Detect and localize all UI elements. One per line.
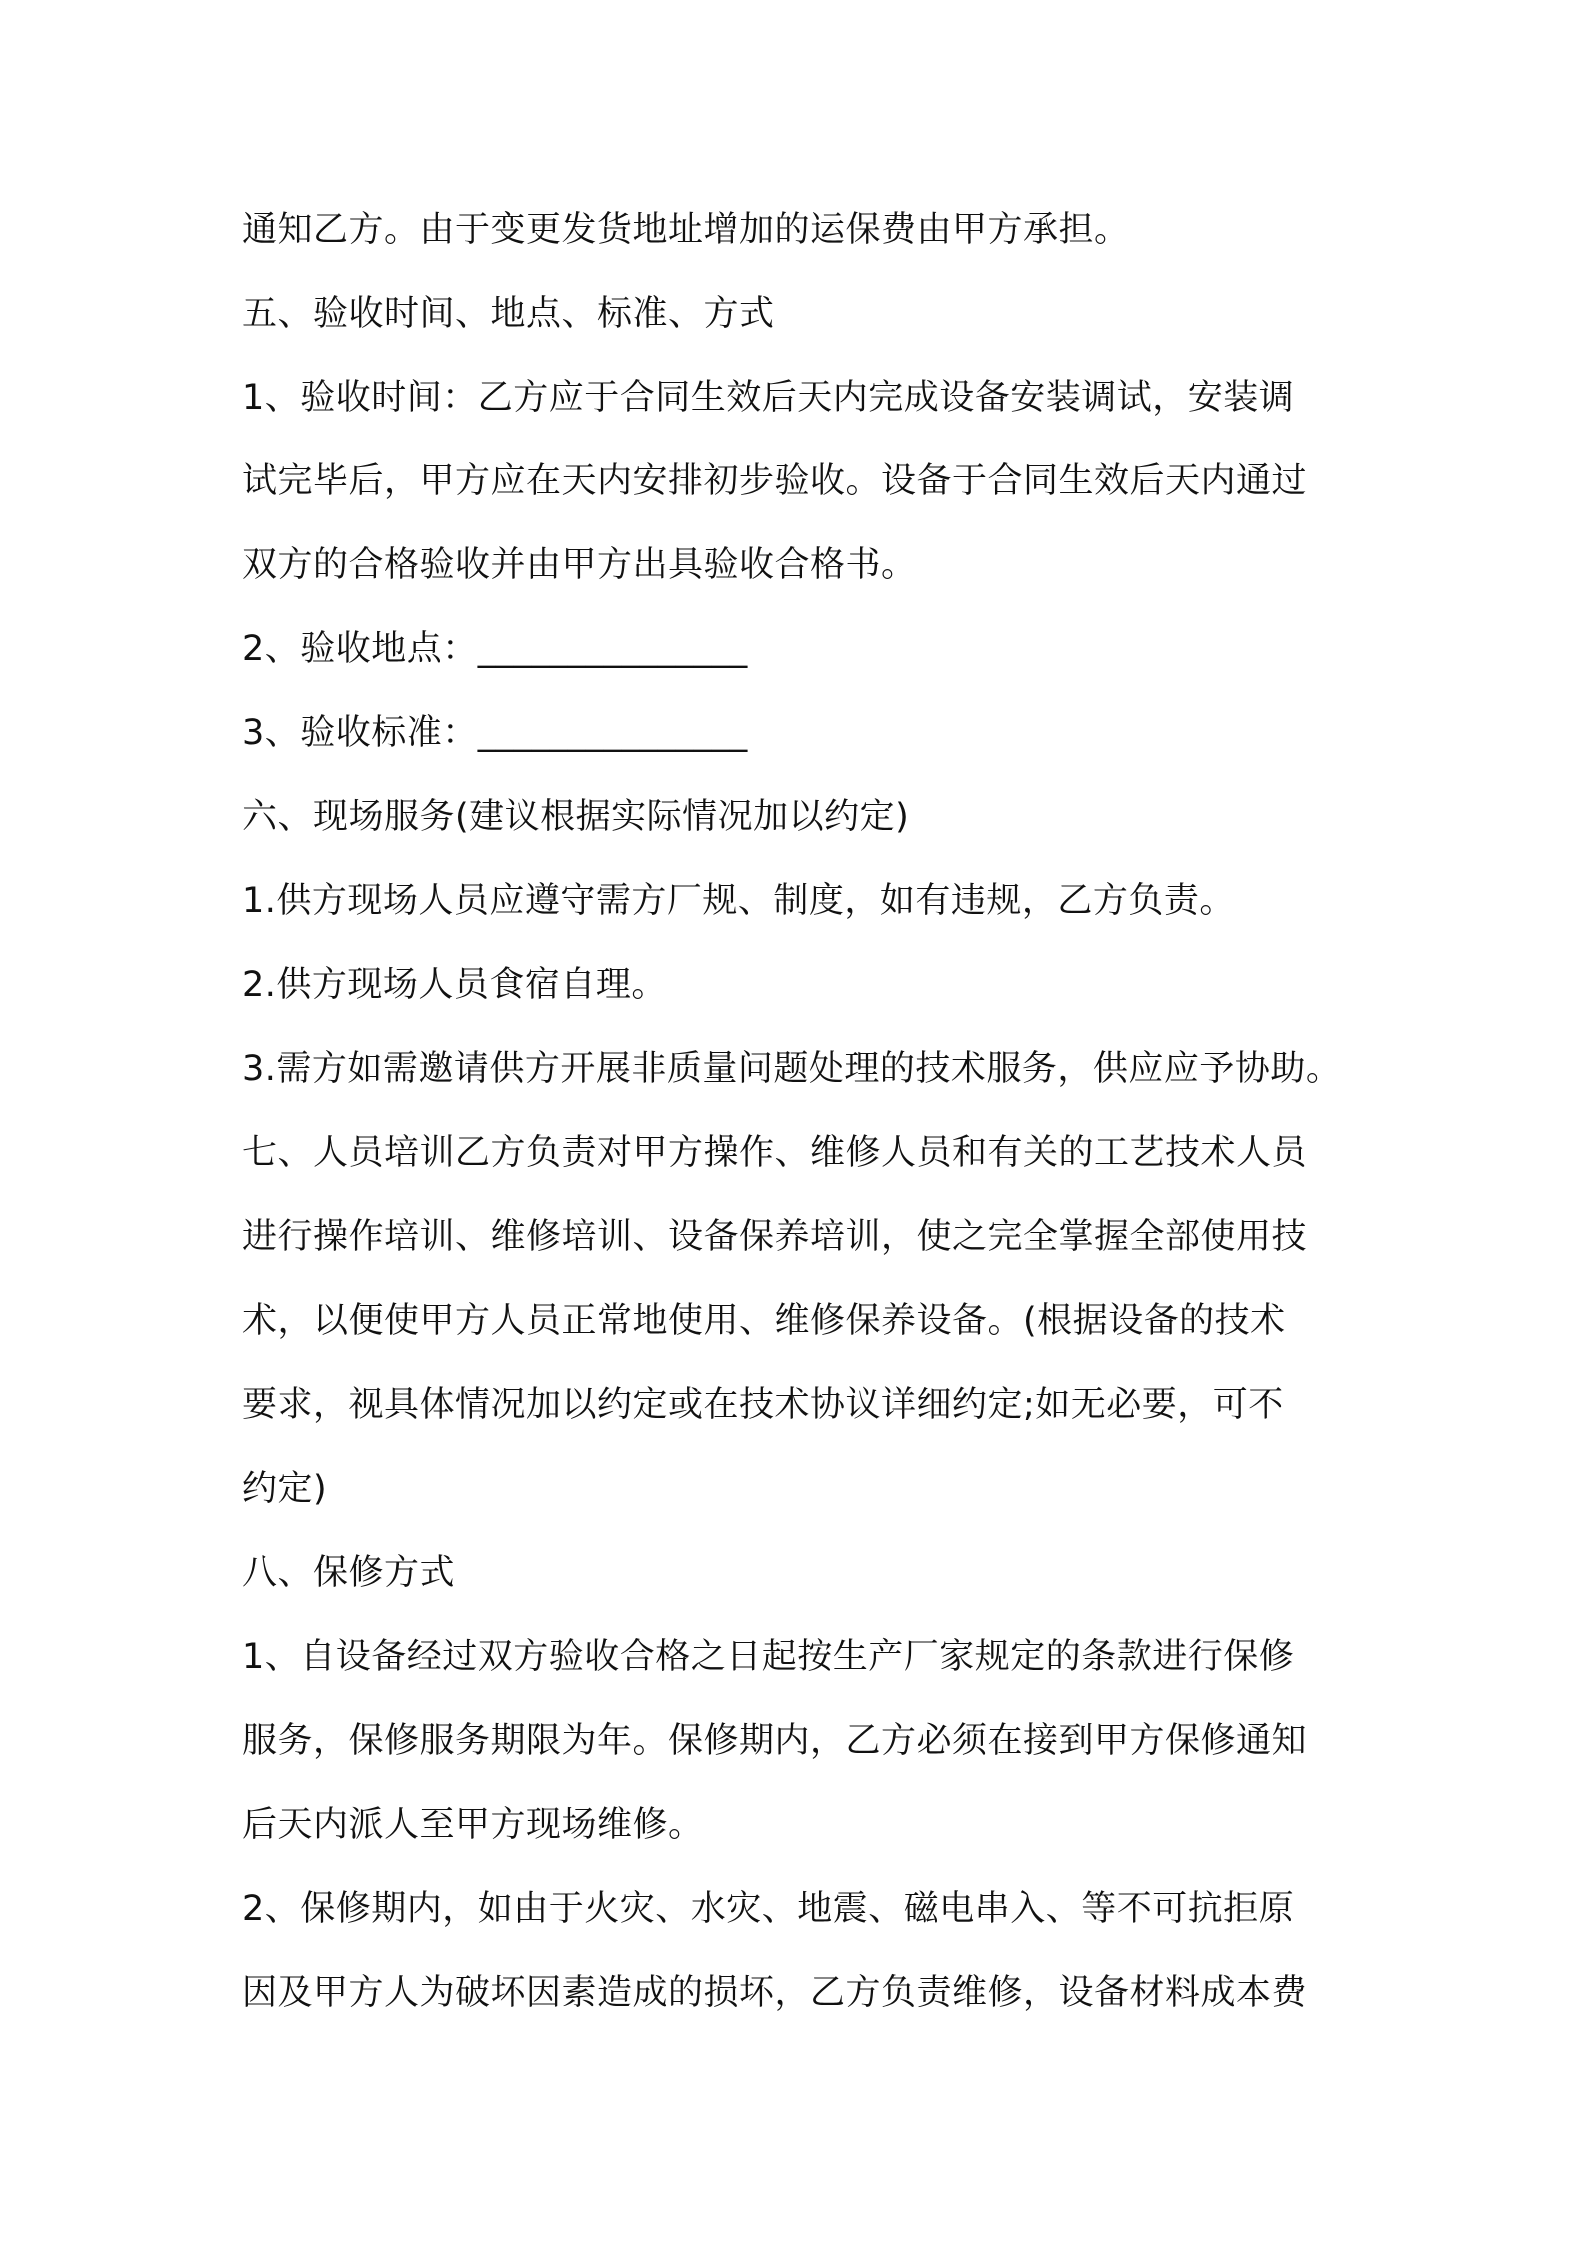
text-line: 试完毕后，甲方应在天内安排初步验收。设备于合同生效后天内通过 (242, 461, 1308, 501)
text-line: 通知乙方。由于变更发货地址增加的运保费由甲方承担。 (242, 210, 1130, 250)
text-line: 约定) (242, 1469, 328, 1509)
text-line: 后天内派人至甲方现场维修。 (242, 1805, 704, 1845)
text-line: 2、保修期内，如由于火灾、水灾、地震、磁电串入、等不可抗拒原 (242, 1889, 1295, 1929)
text-line: 要求，视具体情况加以约定或在技术协议详细约定;如无必要，可不 (242, 1385, 1284, 1425)
text-line: 2、验收地点：_______________ (242, 629, 748, 669)
text-line: 1、验收时间：乙方应于合同生效后天内完成设备安装调试，安装调 (242, 378, 1295, 418)
section-heading: 六、现场服务(建议根据实际情况加以约定) (242, 797, 910, 837)
text-line: 双方的合格验收并由甲方出具验收合格书。 (242, 545, 917, 585)
text-line: 服务，保修服务期限为年。保修期内，乙方必须在接到甲方保修通知 (242, 1721, 1308, 1761)
text-line: 1.供方现场人员应遵守需方厂规、制度，如有违规，乙方负责。 (242, 881, 1235, 921)
text-line: 2.供方现场人员食宿自理。 (242, 965, 667, 1005)
text-line: 3、验收标准：_______________ (242, 713, 748, 753)
text-line: 术，以便使甲方人员正常地使用、维修保养设备。(根据设备的技术 (242, 1301, 1286, 1341)
text-line: 进行操作培训、维修培训、设备保养培训，使之完全掌握全部使用技 (242, 1217, 1308, 1257)
section-heading: 五、验收时间、地点、标准、方式 (242, 294, 775, 334)
text-line: 因及甲方人为破坏因素造成的损坏，乙方负责维修，设备材料成本费 (242, 1973, 1308, 2013)
text-line: 3.需方如需邀请供方开展非质量问题处理的技术服务，供应应予协助。 (242, 1049, 1342, 1089)
section-heading: 八、保修方式 (242, 1553, 456, 1593)
section-heading: 七、人员培训乙方负责对甲方操作、维修人员和有关的工艺技术人员 (242, 1133, 1308, 1173)
text-line: 1、自设备经过双方验收合格之日起按生产厂家规定的条款进行保修 (242, 1637, 1295, 1677)
